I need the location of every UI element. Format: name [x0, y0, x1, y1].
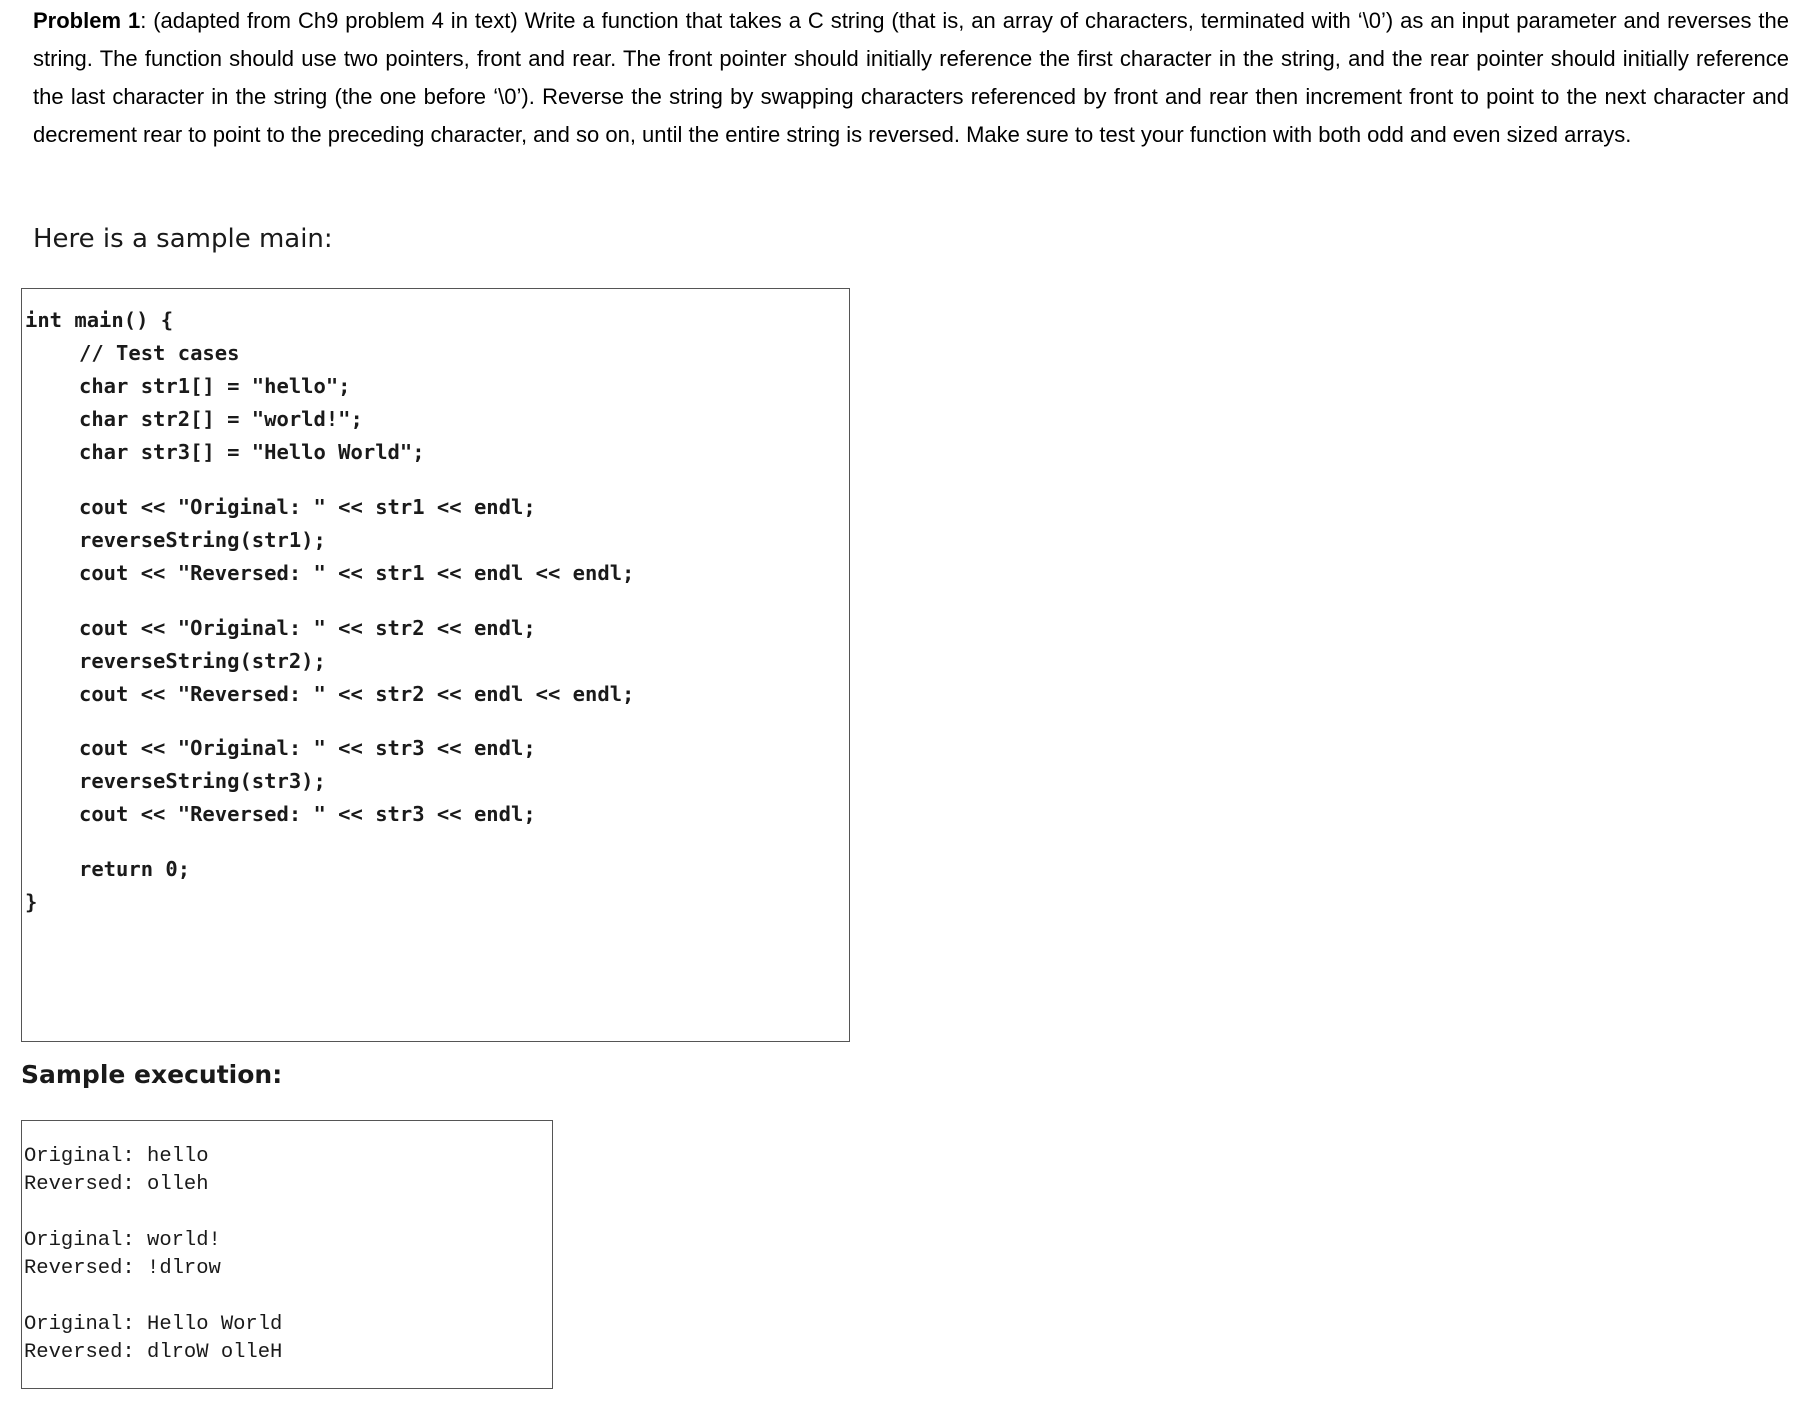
code-line: } [25, 890, 38, 914]
code-line: cout << "Original: " << str3 << endl; [79, 736, 536, 760]
output-line: Original: world! [24, 1229, 221, 1252]
problem-label: Problem 1 [33, 8, 141, 33]
output-line: Reversed: !dlrow [24, 1257, 221, 1280]
code-line: reverseString(str2); [79, 649, 326, 673]
sample-main-heading: Here is a sample main: [33, 224, 333, 254]
problem-statement [33, 2, 1789, 154]
output-line: Reversed: olleh [24, 1173, 209, 1196]
code-line: int main() { [25, 308, 174, 332]
sample-execution-heading: Sample execution: [21, 1060, 283, 1089]
problem-text: : (adapted from Ch9 problem 4 in text) Write a function that takes a C string (that is, an array of characters, terminated with ‘\0’) as an input parameter and reverses the string. The function should use two pointers, front and rear. The front pointer should initially reference the first character in the string, and the rear pointer should initially reference the last character in the string (the one before ‘\0’). Reverse the string by swapping characters referenced by front and rear then increment front to point to the next character and decrement rear to point to the preceding character, and so on, until the entire string is reversed. Make sure to test your function with both odd and even sized arrays. [33, 8, 1789, 147]
code-line: cout << "Reversed: " << str3 << endl; [79, 802, 536, 826]
code-line: cout << "Original: " << str1 << endl; [79, 495, 536, 519]
output-line: Original: hello [24, 1145, 209, 1168]
code-line: reverseString(str1); [79, 528, 326, 552]
code-line: char str1[] = "hello"; [79, 374, 351, 398]
code-line: cout << "Reversed: " << str2 << endl << endl; [79, 682, 635, 706]
code-line: cout << "Original: " << str2 << endl; [79, 616, 536, 640]
sample-execution-output [21, 1120, 553, 1389]
code-line: reverseString(str3); [79, 769, 326, 793]
output-line: Original: Hello World [24, 1313, 283, 1336]
code-line: char str3[] = "Hello World"; [79, 440, 425, 464]
code-line: char str2[] = "world!"; [79, 407, 363, 431]
code-line: // Test cases [79, 341, 240, 365]
sample-main-code-block [21, 288, 850, 1042]
code-line: cout << "Reversed: " << str1 << endl << endl; [79, 561, 635, 585]
code-line: return 0; [79, 857, 191, 881]
output-line: Reversed: dlroW olleH [24, 1341, 283, 1364]
